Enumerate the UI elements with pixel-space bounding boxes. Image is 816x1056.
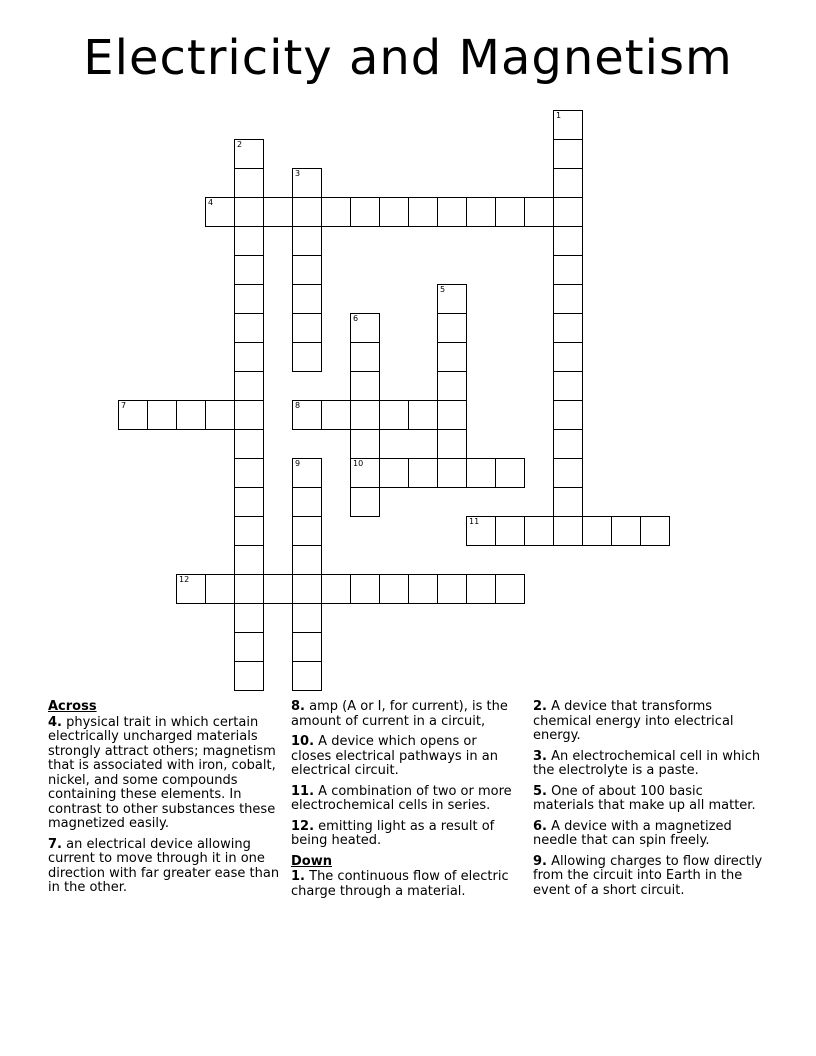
grid-cell[interactable] [379, 197, 409, 227]
grid-cell[interactable] [147, 400, 177, 430]
grid-cell[interactable] [437, 371, 467, 401]
clue-item [291, 785, 517, 814]
grid-cell[interactable] [408, 400, 438, 430]
grid-cell[interactable] [553, 139, 583, 169]
grid-cell[interactable] [553, 197, 583, 227]
grid-cell[interactable] [553, 458, 583, 488]
grid-cell[interactable] [466, 197, 496, 227]
clue-text: A combination of two or more electrochemical cells in series. [291, 783, 512, 813]
grid-cell[interactable] [234, 574, 264, 604]
grid-cell[interactable] [553, 429, 583, 459]
grid-cell[interactable] [234, 487, 264, 517]
clue-item [48, 838, 284, 896]
clue-item [291, 735, 517, 779]
cell-number: 9 [295, 459, 301, 468]
grid-cell[interactable] [234, 168, 264, 198]
grid-cell[interactable] [321, 574, 351, 604]
cell-number: 10 [353, 459, 364, 468]
grid-cell[interactable] [234, 226, 264, 256]
grid-cell[interactable] [466, 458, 496, 488]
cell-number: 4 [208, 198, 214, 207]
grid-cell[interactable] [437, 284, 467, 314]
grid-cell[interactable] [350, 342, 380, 372]
across-heading: Across [48, 699, 97, 714]
grid-cell[interactable] [350, 313, 380, 343]
grid-cell[interactable] [205, 400, 235, 430]
grid-cell[interactable] [437, 429, 467, 459]
grid-cell[interactable] [553, 110, 583, 140]
grid-cell[interactable] [292, 632, 322, 662]
clue-number: 10. [291, 734, 315, 749]
grid-cell[interactable] [408, 574, 438, 604]
clue-number: 7. [48, 836, 62, 852]
grid-cell[interactable] [234, 400, 264, 430]
grid-cell[interactable] [640, 516, 670, 546]
grid-cell[interactable] [495, 197, 525, 227]
clue-text: Allowing charges to flow directly from the circuit into Earth in the event of a short circuit. [533, 853, 763, 898]
grid-cell[interactable] [408, 458, 438, 488]
cell-number: 1 [556, 111, 562, 120]
clue-number: 3. [533, 748, 547, 764]
clue-text: A device that transforms chemical energy into electrical energy. [533, 699, 734, 743]
grid-cell[interactable] [437, 458, 467, 488]
cell-number: 7 [121, 401, 127, 410]
clue-item [533, 700, 765, 744]
grid-cell[interactable] [292, 255, 322, 285]
clue-text: A device which opens or closes electrical pathways in an electrical circuit. [291, 734, 498, 778]
clue-number: 8. [291, 699, 305, 714]
grid-cell[interactable] [176, 574, 206, 604]
grid-cell[interactable] [292, 342, 322, 372]
clues-column-3 [533, 700, 765, 904]
grid-cell[interactable] [350, 429, 380, 459]
clue-item [533, 785, 765, 814]
grid-cell[interactable] [611, 516, 641, 546]
grid-cell[interactable] [553, 313, 583, 343]
page-title: Electricity and Magnetism [83, 30, 733, 86]
grid-cell[interactable] [234, 342, 264, 372]
grid-cell[interactable] [176, 400, 206, 430]
grid-cell[interactable] [205, 574, 235, 604]
grid-cell[interactable] [408, 197, 438, 227]
grid-cell[interactable] [466, 516, 496, 546]
grid-cell[interactable] [234, 313, 264, 343]
grid-cell[interactable] [321, 197, 351, 227]
grid-cell[interactable] [553, 371, 583, 401]
grid-cell[interactable] [292, 313, 322, 343]
grid-cell[interactable] [234, 516, 264, 546]
grid-cell[interactable] [437, 197, 467, 227]
clue-number: 5. [533, 783, 547, 799]
clue-item [533, 750, 765, 779]
grid-cell[interactable] [292, 197, 322, 227]
clue-text: A device with a magnetized needle that can spin freely. [533, 818, 732, 848]
clue-text: One of about 100 basic materials that make up all matter. [533, 783, 756, 813]
clue-number: 12. [291, 818, 315, 834]
grid-cell[interactable] [553, 516, 583, 546]
grid-cell[interactable] [234, 429, 264, 459]
grid-cell[interactable] [437, 342, 467, 372]
grid-cell[interactable] [234, 603, 264, 633]
grid-cell[interactable] [379, 458, 409, 488]
grid-cell[interactable] [234, 284, 264, 314]
grid-cell[interactable] [379, 574, 409, 604]
clue-text: physical trait in which certain electrically uncharged materials strongly attract others; magnetism that is associated with iron, cobalt, nickel, and some compounds containing these elements. In contrast to other substances these magnetized easily. [48, 714, 276, 831]
grid-cell[interactable] [234, 139, 264, 169]
grid-cell[interactable] [292, 574, 322, 604]
grid-cell[interactable] [350, 371, 380, 401]
cell-number: 5 [440, 285, 446, 294]
clue-number: 6. [533, 818, 547, 834]
grid-cell[interactable] [292, 516, 322, 546]
clue-number: 9. [533, 853, 547, 869]
grid-cell[interactable] [321, 400, 351, 430]
grid-cell[interactable] [582, 516, 612, 546]
grid-cell[interactable] [234, 371, 264, 401]
grid-cell[interactable] [350, 574, 380, 604]
clues-column-2 [291, 700, 517, 905]
grid-cell[interactable] [350, 487, 380, 517]
grid-cell[interactable] [350, 197, 380, 227]
grid-cell[interactable] [553, 400, 583, 430]
grid-cell[interactable] [350, 458, 380, 488]
grid-cell[interactable] [524, 516, 554, 546]
grid-cell[interactable] [466, 574, 496, 604]
grid-cell[interactable] [234, 458, 264, 488]
grid-cell[interactable] [234, 661, 264, 691]
clue-item [291, 700, 517, 729]
grid-cell[interactable] [118, 400, 148, 430]
grid-cell[interactable] [292, 545, 322, 575]
grid-cell[interactable] [205, 197, 235, 227]
clue-text: an electrical device allowing current to move through it in one direction with far greater ease than in the other. [48, 836, 280, 895]
clue-number: 11. [291, 783, 315, 799]
grid-cell[interactable] [292, 400, 322, 430]
grid-cell[interactable] [553, 342, 583, 372]
grid-cell[interactable] [437, 574, 467, 604]
grid-cell[interactable] [292, 168, 322, 198]
grid-cell[interactable] [292, 487, 322, 517]
cell-number: 2 [237, 140, 243, 149]
grid-cell[interactable] [350, 400, 380, 430]
clue-item [48, 716, 284, 832]
grid-cell[interactable] [524, 197, 554, 227]
cell-number: 3 [295, 169, 301, 178]
grid-cell[interactable] [553, 255, 583, 285]
grid-cell[interactable] [292, 284, 322, 314]
grid-cell[interactable] [495, 516, 525, 546]
grid-cell[interactable] [553, 226, 583, 256]
clue-text: An electrochemical cell in which the electrolyte is a paste. [533, 748, 761, 778]
clue-item [291, 870, 517, 899]
clue-number: 1. [291, 869, 305, 884]
clue-item [533, 855, 765, 899]
clue-number: 2. [533, 699, 547, 714]
clue-item [533, 820, 765, 849]
grid-cell[interactable] [292, 458, 322, 488]
grid-cell[interactable] [234, 197, 264, 227]
grid-cell[interactable] [553, 487, 583, 517]
grid-cell[interactable] [292, 603, 322, 633]
grid-cell[interactable] [553, 168, 583, 198]
grid-cell[interactable] [437, 313, 467, 343]
grid-cell[interactable] [263, 197, 293, 227]
clue-text: amp (A or I, for current), is the amount of current in a circuit, [291, 699, 508, 729]
clue-number: 4. [48, 714, 62, 730]
clue-text: The continuous flow of electric charge through a material. [291, 869, 509, 899]
clue-item [291, 820, 517, 849]
cell-number: 12 [179, 575, 190, 584]
down-heading: Down [291, 853, 332, 869]
clues-column-1 [48, 700, 284, 902]
clue-text: emitting light as a result of being heated. [291, 818, 495, 848]
grid-cell[interactable] [234, 255, 264, 285]
grid-cell[interactable] [234, 632, 264, 662]
cell-number: 8 [295, 401, 301, 410]
grid-cell[interactable] [379, 400, 409, 430]
cell-number: 6 [353, 314, 359, 323]
grid-cell[interactable] [292, 661, 322, 691]
grid-cell[interactable] [553, 284, 583, 314]
grid-cell[interactable] [495, 574, 525, 604]
grid-cell[interactable] [292, 226, 322, 256]
cell-number: 11 [469, 517, 480, 526]
grid-cell[interactable] [437, 400, 467, 430]
grid-cell[interactable] [495, 458, 525, 488]
grid-cell[interactable] [234, 545, 264, 575]
grid-cell[interactable] [263, 574, 293, 604]
